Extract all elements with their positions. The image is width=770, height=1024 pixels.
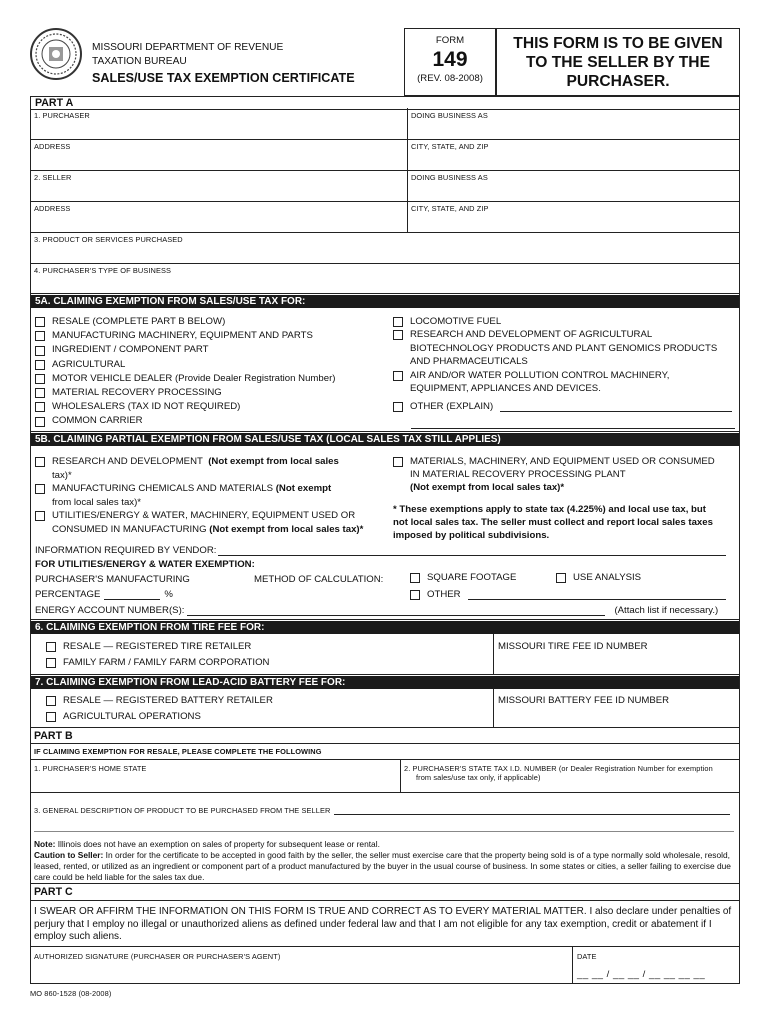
seller-field[interactable]: 2. SELLER: [34, 173, 72, 182]
method-label: METHOD OF CALCULATION:: [254, 574, 384, 585]
checkbox[interactable]: [410, 573, 420, 583]
form-revision: (REV. 08-2008): [417, 73, 483, 84]
option-material-recovery[interactable]: MATERIAL RECOVERY PROCESSING: [35, 386, 335, 400]
option-tire-resale[interactable]: RESALE — REGISTERED TIRE RETAILER: [46, 639, 269, 655]
form-label: FORM: [435, 35, 465, 46]
date-label: DATE: [577, 952, 597, 961]
seller-address-field[interactable]: ADDRESS: [34, 204, 71, 213]
option-resale[interactable]: RESALE (COMPLETE PART B BELOW): [35, 315, 335, 329]
section-5b-left-options: [35, 455, 385, 537]
tire-options: [46, 639, 269, 671]
bureau-name: TAXATION BUREAU: [92, 56, 187, 67]
checkbox[interactable]: [46, 642, 56, 652]
seller-dba-field[interactable]: DOING BUSINESS AS: [411, 173, 488, 182]
battery-fee-id-field[interactable]: MISSOURI BATTERY FEE ID NUMBER: [498, 695, 670, 706]
checkbox[interactable]: [393, 317, 403, 327]
checkbox[interactable]: [35, 331, 45, 341]
note-text: Note: Illinois does not have an exemption on sales of property for subsequent lease or rental.: [34, 839, 380, 849]
info-vendor-line[interactable]: [218, 546, 726, 556]
home-state-field[interactable]: 1. PURCHASER'S HOME STATE: [34, 764, 147, 773]
percentage-label: PERCENTAGE: [35, 589, 101, 600]
section-5a-left-options: [35, 315, 335, 429]
energy-account-line[interactable]: [187, 606, 605, 616]
purchaser-dba-field[interactable]: DOING BUSINESS AS: [411, 111, 488, 120]
option-wholesalers[interactable]: WHOLESALERS (TAX ID NOT REQUIRED): [35, 400, 335, 414]
business-type-field[interactable]: 4. PURCHASER'S TYPE OF BUSINESS: [34, 266, 172, 275]
checkbox[interactable]: [35, 388, 45, 398]
section-5a-title: 5A. CLAIMING EXEMPTION FROM SALES/USE TAX FOR:: [31, 295, 739, 308]
option-battery-resale[interactable]: RESALE — REGISTERED BATTERY RETAILER: [46, 693, 273, 709]
checkbox[interactable]: [35, 317, 45, 327]
part-b-subtitle: IF CLAIMING EXEMPTION FOR RESALE, PLEASE COMPLETE THE FOLLOWING: [34, 747, 322, 756]
info-vendor-row: [35, 545, 726, 556]
product-field[interactable]: 3. PRODUCT OR SERVICES PURCHASED: [34, 235, 183, 244]
section-6-title: 6. CLAIMING EXEMPTION FROM TIRE FEE FOR:: [31, 621, 739, 634]
option-family-farm[interactable]: FAMILY FARM / FAMILY FARM CORPORATION: [46, 655, 269, 671]
option-other-explain[interactable]: OTHER (EXPLAIN): [393, 400, 732, 413]
option-other-method[interactable]: OTHER: [410, 589, 726, 600]
purchaser-city-field[interactable]: CITY, STATE, AND ZIP: [411, 142, 489, 151]
checkbox[interactable]: [35, 511, 45, 521]
state-seal: [30, 28, 82, 80]
checkbox[interactable]: [35, 457, 45, 467]
option-agri-biotech[interactable]: RESEARCH AND DEVELOPMENT OF AGRICULTURAL BIOTECHNOLOGY PRODUCTS AND PLANT GENOMICS PRODUCTS AND PHARMACEUTICALS: [393, 328, 732, 368]
energy-account-row: [35, 605, 718, 616]
part-c-title: PART C: [34, 886, 73, 898]
form-number-box: [404, 28, 496, 96]
checkbox[interactable]: [393, 457, 403, 467]
partial-exemption-note: * These exemptions apply to state tax (4.225%) and local use tax, but not local sales tax. The seller must collect and report local sales taxes imposed by political subdivisions.: [393, 504, 713, 541]
caution-text: Caution to Seller: In order for the certificate to be accepted in good faith by the seller, the seller must exercise care that the property being sold is of a type normally sold wholesale, resold, leased, rented, or utilized as an ingredient or component part of a product manufactured by the buyer in the usual course of business. In some states or cities, a seller failing to exercise due care could be held liable for the sales tax due.: [34, 850, 731, 883]
dept-name: MISSOURI DEPARTMENT OF REVENUE: [92, 42, 284, 53]
checkbox[interactable]: [35, 417, 45, 427]
option-common-carrier[interactable]: COMMON CARRIER: [35, 414, 335, 428]
option-research-development[interactable]: RESEARCH AND DEVELOPMENT (Not exempt from local sales tax)*: [35, 455, 385, 482]
checkbox[interactable]: [410, 590, 420, 600]
part-a-section: [30, 96, 740, 294]
form-number: 149: [432, 48, 468, 71]
option-pollution-control[interactable]: AIR AND/OR WATER POLLUTION CONTROL MACHINERY, EQUIPMENT, APPLIANCES AND DEVICES.: [393, 369, 732, 396]
tire-fee-id-field[interactable]: MISSOURI TIRE FEE ID NUMBER: [498, 641, 648, 652]
utilities-title: FOR UTILITIES/ENERGY & WATER EXEMPTION:: [35, 559, 255, 570]
option-material-recovery-plant[interactable]: MATERIALS, MACHINERY, AND EQUIPMENT USED OR CONSUMED IN MATERIAL RECOVERY PROCESSING PLANT (Not exempt from local sales tax)*: [393, 455, 738, 494]
purchaser-field[interactable]: 1. PURCHASER: [34, 111, 90, 120]
state-tax-id-field[interactable]: 2. PURCHASER'S STATE TAX I.D. NUMBER (or Dealer Registration Number for exemption from sales/use tax only, if applicable): [404, 764, 713, 782]
checkbox[interactable]: [556, 573, 566, 583]
energy-account-label: ENERGY ACCOUNT NUMBER(S):: [35, 605, 185, 616]
option-agricultural-operations[interactable]: AGRICULTURAL OPERATIONS: [46, 709, 273, 725]
option-manufacturing-chemicals[interactable]: MANUFACTURING CHEMICALS AND MATERIALS (Not exempt from local sales tax)*: [35, 482, 385, 509]
signature-field[interactable]: AUTHORIZED SIGNATURE (PURCHASER OR PURCHASER'S AGENT): [34, 952, 281, 961]
checkbox[interactable]: [46, 658, 56, 668]
checkbox[interactable]: [35, 360, 45, 370]
other-explain-line[interactable]: [500, 402, 732, 412]
percent-sign: %: [164, 589, 173, 600]
purch-mfg-label: PURCHASER'S MANUFACTURING: [35, 574, 190, 585]
section-5b-right-options: [393, 455, 738, 542]
attach-note: (Attach list if necessary.): [614, 605, 719, 616]
option-utilities-energy[interactable]: UTILITIES/ENERGY & WATER, MACHINERY, EQUIPMENT USED OR CONSUMED IN MANUFACTURING (Not exempt from local sales tax)*: [35, 509, 385, 536]
percentage-line[interactable]: [104, 590, 160, 600]
seller-city-field[interactable]: CITY, STATE, AND ZIP: [411, 204, 489, 213]
percentage-row: [35, 589, 173, 600]
checkbox[interactable]: [35, 402, 45, 412]
general-description-label: 3. GENERAL DESCRIPTION OF PRODUCT TO BE PURCHASED FROM THE SELLER: [34, 806, 331, 815]
form-id-footer: MO 860-1528 (08-2008): [30, 989, 112, 998]
affirmation-text: I SWEAR OR AFFIRM THE INFORMATION ON THIS FORM IS TRUE AND CORRECT AS TO EVERY MATERIAL MATTER. I also declare under penalties of perjury that I employ no illegal or unauthorized aliens as defined under federal law and that I am not eligible for any tax exemption, credit or abatement if I employ such aliens.: [34, 906, 732, 943]
date-field[interactable]: __ __ / __ __ / __ __ __ __: [577, 969, 706, 980]
option-agricultural[interactable]: AGRICULTURAL: [35, 358, 335, 372]
notice-box: [496, 28, 740, 96]
checkbox[interactable]: [393, 330, 403, 340]
option-ingredient[interactable]: INGREDIENT / COMPONENT PART: [35, 343, 335, 357]
section-7-title: 7. CLAIMING EXEMPTION FROM LEAD-ACID BATTERY FEE FOR:: [31, 676, 739, 689]
checkbox[interactable]: [35, 374, 45, 384]
checkbox[interactable]: [46, 696, 56, 706]
battery-options: [46, 693, 273, 725]
option-locomotive-fuel[interactable]: LOCOMOTIVE FUEL: [393, 315, 732, 328]
checkbox[interactable]: [46, 712, 56, 722]
checkbox[interactable]: [35, 346, 45, 356]
option-manufacturing-machinery[interactable]: MANUFACTURING MACHINERY, EQUIPMENT AND PARTS: [35, 329, 335, 343]
other-method-line[interactable]: [468, 590, 726, 600]
info-vendor-label: INFORMATION REQUIRED BY VENDOR:: [35, 545, 217, 556]
part-a-title: PART A: [31, 97, 739, 110]
option-motor-vehicle-dealer[interactable]: MOTOR VEHICLE DEALER (Provide Dealer Registration Number): [35, 372, 335, 386]
option-use-analysis[interactable]: USE ANALYSIS: [556, 572, 641, 583]
option-square-footage[interactable]: SQUARE FOOTAGE: [410, 572, 516, 583]
notice-text: THIS FORM IS TO BE GIVEN TO THE SELLER BY THE PURCHASER.: [513, 35, 723, 90]
section-5b-title: 5B. CLAIMING PARTIAL EXEMPTION FROM SALES/USE TAX (LOCAL SALES TAX STILL APPLIES): [31, 433, 739, 446]
section-5a-right-options: [393, 315, 732, 414]
checkbox[interactable]: [393, 371, 403, 381]
checkbox[interactable]: [35, 484, 45, 494]
form-title: SALES/USE TAX EXEMPTION CERTIFICATE: [92, 71, 355, 85]
purchaser-address-field[interactable]: ADDRESS: [34, 142, 71, 151]
part-b-title: PART B: [34, 730, 73, 742]
general-description-line[interactable]: [334, 807, 730, 815]
checkbox[interactable]: [393, 402, 403, 412]
general-description-row: [34, 806, 730, 815]
